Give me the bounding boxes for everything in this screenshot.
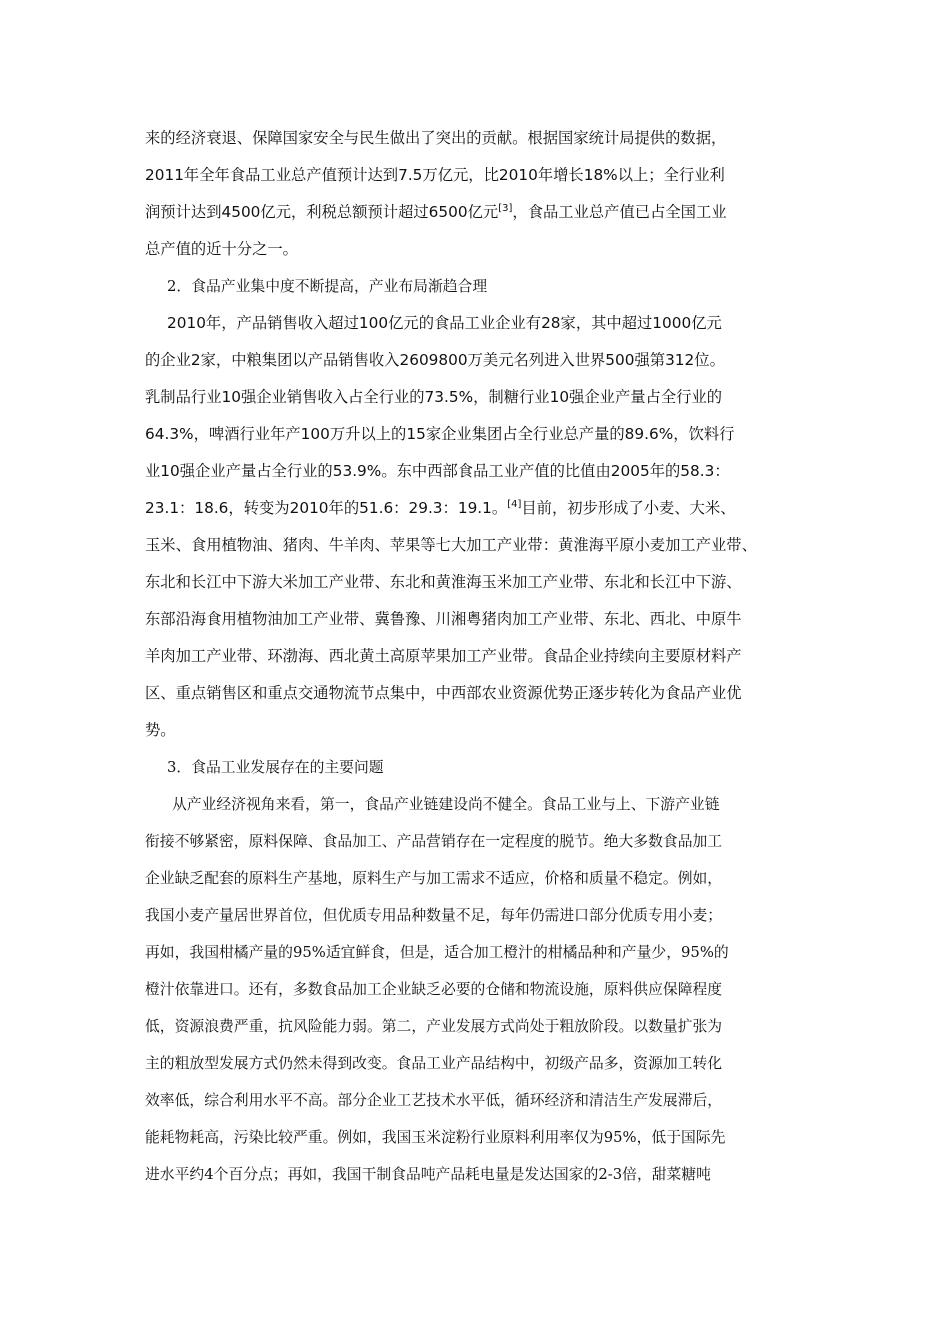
text-line: 从产业经济视角来看，第一，食品产业链建设尚不健全。食品工业与上、下游产业链 [172,796,720,813]
section-heading: 2．食品产业集中度不断提高，产业布局渐趋合理 [167,278,488,295]
citation-ref: [4] [507,499,522,510]
text-line: 势。 [145,721,176,739]
text-fragment: 目前，初步形成了小麦、大米、 [521,499,736,517]
text-line: 区、重点销售区和重点交通物流节点集中，中西部农业资源优势正逐步转化为食品产业优 [145,684,742,702]
text-line: 橙汁依靠进口。还有，多数食品加工企业缺乏必要的仓储和物流设施，原料供应保障程度 [145,981,723,998]
text-line: 总产值的近十分之一。 [145,240,298,258]
text-line: 能耗物耗高，污染比较严重。例如，我国玉米淀粉行业原料利用率仅为95%，低于国际先 [145,1129,726,1146]
text-line: 乳制品行业10强企业销售收入占全行业的73.5%，制糖行业10强企业产量占全行业的 [145,388,723,406]
text-line: 2011年全年食品工业总产值预计达到7.5万亿元，比2010年增长18%以上；全行业利 [145,166,725,184]
text-line: 进水平约4个百分点；再如，我国干制食品吨产品耗电量是发达国家的2-3倍，甜菜糖吨 [145,1166,711,1183]
text-line: 羊肉加工产业带、环渤海、西北黄土高原苹果加工产业带。食品企业持续向主要原材料产 [145,647,742,665]
document-page [145,120,835,1193]
text-line: 东部沿海食用植物油加工产业带、冀鲁豫、川湘粤猪肉加工产业带、东北、西北、中原牛 [145,610,742,628]
text-line: 再如，我国柑橘产量的95%适宜鲜食，但是，适合加工橙汁的柑橘品种和产量少，95%的 [145,944,729,961]
text-line: 主的粗放型发展方式仍然未得到改变。食品工业产品结构中，初级产品多，资源加工转化 [145,1055,723,1072]
text-line: 我国小麦产量居世界首位，但优质专用品种数量不足，每年仍需进口部分优质专用小麦； [145,907,723,924]
text-line: 64.3%，啤酒行业年产100万升以上的15家企业集团占全行业总产量的89.6%，饮料行 [145,425,735,443]
text-line [145,194,835,231]
text-line [145,490,835,527]
text-line: 玉米、食用植物油、猪肉、牛羊肉、苹果等七大加工产业带：黄淮海平原小麦加工产业带、 [145,536,757,554]
text-line: 来的经济衰退、保障国家安全与民生做出了突出的贡献。根据国家统计局提供的数据， [145,129,727,147]
citation-ref: [3] [498,203,513,214]
text-fragment: ，食品工业总产值已占全国工业 [512,203,727,221]
text-line: 衔接不够紧密，原料保障、食品加工、产品营销存在一定程度的脱节。绝大多数食品加工 [145,833,723,850]
text-line: 的企业2家，中粮集团以产品销售收入2609800万美元名列进入世界500强第312位。 [145,351,725,369]
text-line: 低，资源浪费严重，抗风险能力弱。第二，产业发展方式尚处于粗放阶段。以数量扩张为 [145,1018,723,1035]
text-line: 2010年，产品销售收入超过100亿元的食品工业企业有28家，其中超过1000亿元 [167,314,722,332]
text-fragment: 23.1：18.6，转变为2010年的51.6：29.3：19.1。 [145,499,508,517]
text-line: 效率低，综合利用水平不高。部分企业工艺技术水平低，循环经济和清洁生产发展滞后， [145,1092,723,1109]
section-heading: 3．食品工业发展存在的主要问题 [167,759,384,776]
text-fragment: 润预计达到4500亿元，利税总额预计超过6500亿元 [145,203,499,221]
text-line: 企业缺乏配套的原料生产基地，原料生产与加工需求不适应，价格和质量不稳定。例如， [145,870,723,887]
text-line: 东北和长江中下游大米加工产业带、东北和黄淮海玉米加工产业带、东北和长江中下游、 [145,573,742,591]
text-line: 业10强企业产量占全行业的53.9%。东中西部食品工业产值的比值由2005年的58.3： [145,462,730,480]
